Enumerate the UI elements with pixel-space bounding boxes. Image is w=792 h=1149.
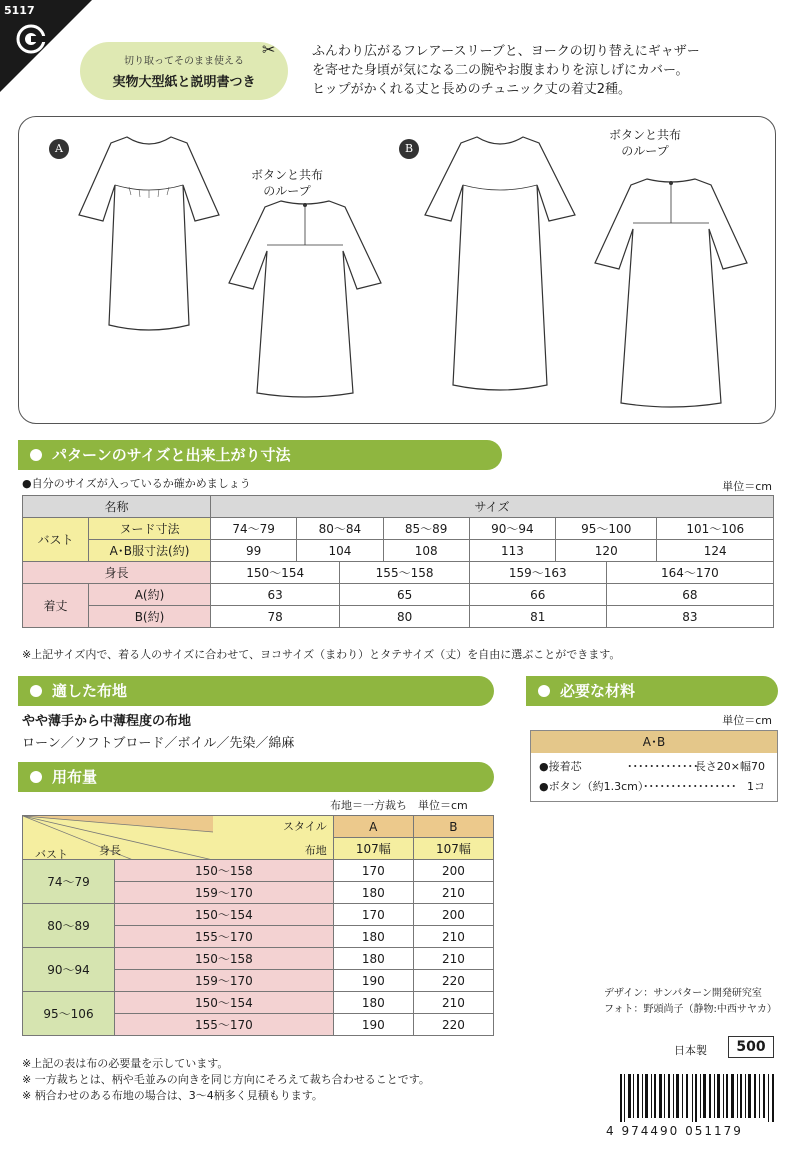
height-label: 身長 (99, 844, 121, 857)
size-note: ●自分のサイズが入っているか確かめましょう (22, 477, 251, 490)
bullet-icon (538, 685, 550, 697)
height-cell: 150〜154 (115, 904, 334, 926)
size-table (22, 495, 774, 628)
finished-cell: 108 (383, 540, 469, 562)
nude-label: ヌード寸法 (89, 518, 211, 540)
pattern-number: 5117 (4, 4, 35, 17)
col-a-width: 107幅 (333, 838, 413, 860)
style-label: スタイル (282, 820, 327, 833)
brand-logo-icon (16, 24, 46, 54)
credit-line: フォト：野頭尚子（静物:中西サヤカ） (604, 1004, 777, 1015)
style-b-front-illustration (415, 129, 585, 399)
length-a-cell: 65 (340, 584, 469, 606)
finished-cell: 124 (657, 540, 774, 562)
length-label: 着丈 (23, 584, 89, 628)
materials-head: A･B (531, 731, 777, 753)
bullet-icon (30, 771, 42, 783)
finished-label: A･B服寸法(約) (89, 540, 211, 562)
footer-note: ※ 柄合わせのある布地の場合は、3〜4柄多く見積もります。 (22, 1089, 323, 1102)
callout-b (609, 127, 681, 159)
size-section-header (18, 440, 502, 470)
material-leader: ･････････････････ (643, 780, 737, 793)
cloth-section-header (18, 762, 494, 792)
barcode-icon (620, 1074, 776, 1122)
finished-cell: 120 (556, 540, 657, 562)
length-b-cell: 81 (469, 606, 606, 628)
callout-line: ボタンと共布 (251, 168, 324, 182)
length-a-cell: 68 (606, 584, 773, 606)
material-row (531, 757, 777, 777)
height-cell: 155〜170 (115, 1014, 334, 1036)
amount-b-cell: 220 (413, 1014, 493, 1036)
height-cell: 155〜170 (115, 926, 334, 948)
materials-unit: 単位＝cm (722, 714, 772, 727)
height-label: 身長 (23, 562, 211, 584)
length-a-cell: 66 (469, 584, 606, 606)
bust-cell: 74〜79 (23, 860, 115, 904)
head-size: サイズ (211, 496, 774, 518)
length-a-label: A(約) (89, 584, 211, 606)
head-name: 名称 (23, 496, 211, 518)
col-a-header: A (333, 816, 413, 838)
cloth-table (22, 815, 494, 1036)
intro-line: ヒップがかくれる丈と長めのチュニック丈の着丈2種。 (312, 82, 631, 97)
col-b-header: B (413, 816, 493, 838)
style-b-back-illustration (581, 167, 761, 417)
footer-notes (22, 1056, 430, 1104)
height-cell: 150〜158 (115, 948, 334, 970)
fabric-list: ローン／ソフトブロード／ボイル／先染／綿麻 (22, 736, 295, 751)
style-b-label: B (399, 139, 419, 159)
height-cell: 159〜170 (115, 970, 334, 992)
nude-cell: 74〜79 (211, 518, 297, 540)
fabric-label: 布地 (304, 844, 327, 857)
materials-section-header (526, 676, 778, 706)
nude-cell: 101〜106 (657, 518, 774, 540)
amount-b-cell: 200 (413, 860, 493, 882)
size-unit: 単位＝cm (722, 480, 772, 493)
finished-cell: 99 (211, 540, 297, 562)
intro-text (312, 42, 782, 99)
materials-table (530, 730, 778, 802)
amount-a-cell: 180 (333, 882, 413, 904)
amount-b-cell: 220 (413, 970, 493, 992)
height-cell: 155〜158 (340, 562, 469, 584)
bust-cell: 90〜94 (23, 948, 115, 992)
materials-section-title: 必要な材料 (560, 682, 636, 700)
credit-line: デザイン：サンパターン開発研究室 (604, 988, 762, 999)
col-b-width: 107幅 (413, 838, 493, 860)
height-cell: 164〜170 (606, 562, 773, 584)
amount-b-cell: 210 (413, 992, 493, 1014)
material-name: ●接着芯 (539, 760, 582, 773)
height-cell: 159〜170 (115, 882, 334, 904)
length-a-cell: 63 (211, 584, 340, 606)
fabric-section-title: 適した布地 (52, 682, 128, 700)
bullet-icon (30, 685, 42, 697)
height-cell: 159〜163 (469, 562, 606, 584)
amount-a-cell: 190 (333, 1014, 413, 1036)
badge-subtitle: 切り取ってそのまま使える (124, 56, 244, 67)
nude-cell: 80〜84 (297, 518, 383, 540)
credits (604, 986, 777, 1018)
bullet-icon (30, 449, 42, 461)
callout-line: のループ (621, 144, 669, 158)
material-leader: ･････････････ (627, 760, 699, 773)
style-a-front-illustration (69, 129, 229, 339)
material-amount: 長さ20×幅70 (694, 760, 765, 773)
made-in: 日本製 (674, 1044, 707, 1057)
height-cell: 150〜154 (115, 992, 334, 1014)
intro-line: ふんわり広がるフレアースリーブと、ヨークの切り替えにギャザー (312, 44, 700, 59)
fabric-heading: やや薄手から中薄程度の布地 (22, 714, 192, 729)
size-section-title: パターンのサイズと出来上がり寸法 (52, 446, 291, 464)
callout-a (251, 167, 323, 199)
nude-cell: 85〜89 (383, 518, 469, 540)
amount-a-cell: 180 (333, 992, 413, 1014)
amount-b-cell: 210 (413, 882, 493, 904)
length-b-cell: 83 (606, 606, 773, 628)
intro-line: を寄せた身頃が気になる二の腕やお腹まわりを涼しげにカバー。 (312, 63, 689, 78)
fabric-section-header (18, 676, 494, 706)
finished-cell: 104 (297, 540, 383, 562)
amount-a-cell: 170 (333, 860, 413, 882)
material-name: ●ボタン（約1.3cm） (539, 780, 649, 793)
amount-a-cell: 170 (333, 904, 413, 926)
bust-cell: 80〜89 (23, 904, 115, 948)
amount-a-cell: 180 (333, 948, 413, 970)
badge-title: 実物大型紙と説明書つき (112, 75, 256, 90)
nude-cell: 95〜100 (556, 518, 657, 540)
height-cell: 150〜154 (211, 562, 340, 584)
size-footnote: ※上記サイズ内で、着る人のサイズに合わせて、ヨコサイズ（まわり）とタテサイズ（丈）を自由に選ぶことができます。 (22, 648, 621, 661)
amount-a-cell: 180 (333, 926, 413, 948)
illustration-panel (18, 116, 776, 424)
style-a-back-illustration (215, 187, 395, 407)
cloth-section-title: 用布量 (52, 768, 98, 786)
amount-a-cell: 190 (333, 970, 413, 992)
amount-b-cell: 210 (413, 948, 493, 970)
bust-label: バスト (35, 848, 68, 861)
footer-note: ※ 一方裁ちとは、柄や毛並みの向きを同じ方向にそろえて裁ち合わせることです。 (22, 1073, 430, 1086)
bust-cell: 95〜106 (23, 992, 115, 1036)
cloth-note: 布地＝一方裁ち 単位＝cm (330, 799, 468, 812)
length-b-cell: 80 (340, 606, 469, 628)
length-b-cell: 78 (211, 606, 340, 628)
material-row (531, 777, 777, 797)
material-amount: 1コ (747, 780, 765, 793)
finished-cell: 113 (469, 540, 555, 562)
callout-line: ボタンと共布 (609, 128, 682, 142)
cloth-corner-header (23, 816, 334, 860)
scissors-icon: ✂ (262, 40, 276, 59)
length-b-label: B(約) (89, 606, 211, 628)
bust-label: バスト (23, 518, 89, 562)
barcode-number: 4 974490 051179 (606, 1124, 743, 1138)
callout-line: のループ (263, 184, 311, 198)
amount-b-cell: 210 (413, 926, 493, 948)
height-cell: 150〜158 (115, 860, 334, 882)
style-a-label: A (49, 139, 69, 159)
amount-b-cell: 200 (413, 904, 493, 926)
nude-cell: 90〜94 (469, 518, 555, 540)
price-box: 500 (728, 1036, 774, 1058)
footer-note: ※上記の表は布の必要量を示しています。 (22, 1057, 229, 1070)
feature-badge (80, 42, 288, 100)
